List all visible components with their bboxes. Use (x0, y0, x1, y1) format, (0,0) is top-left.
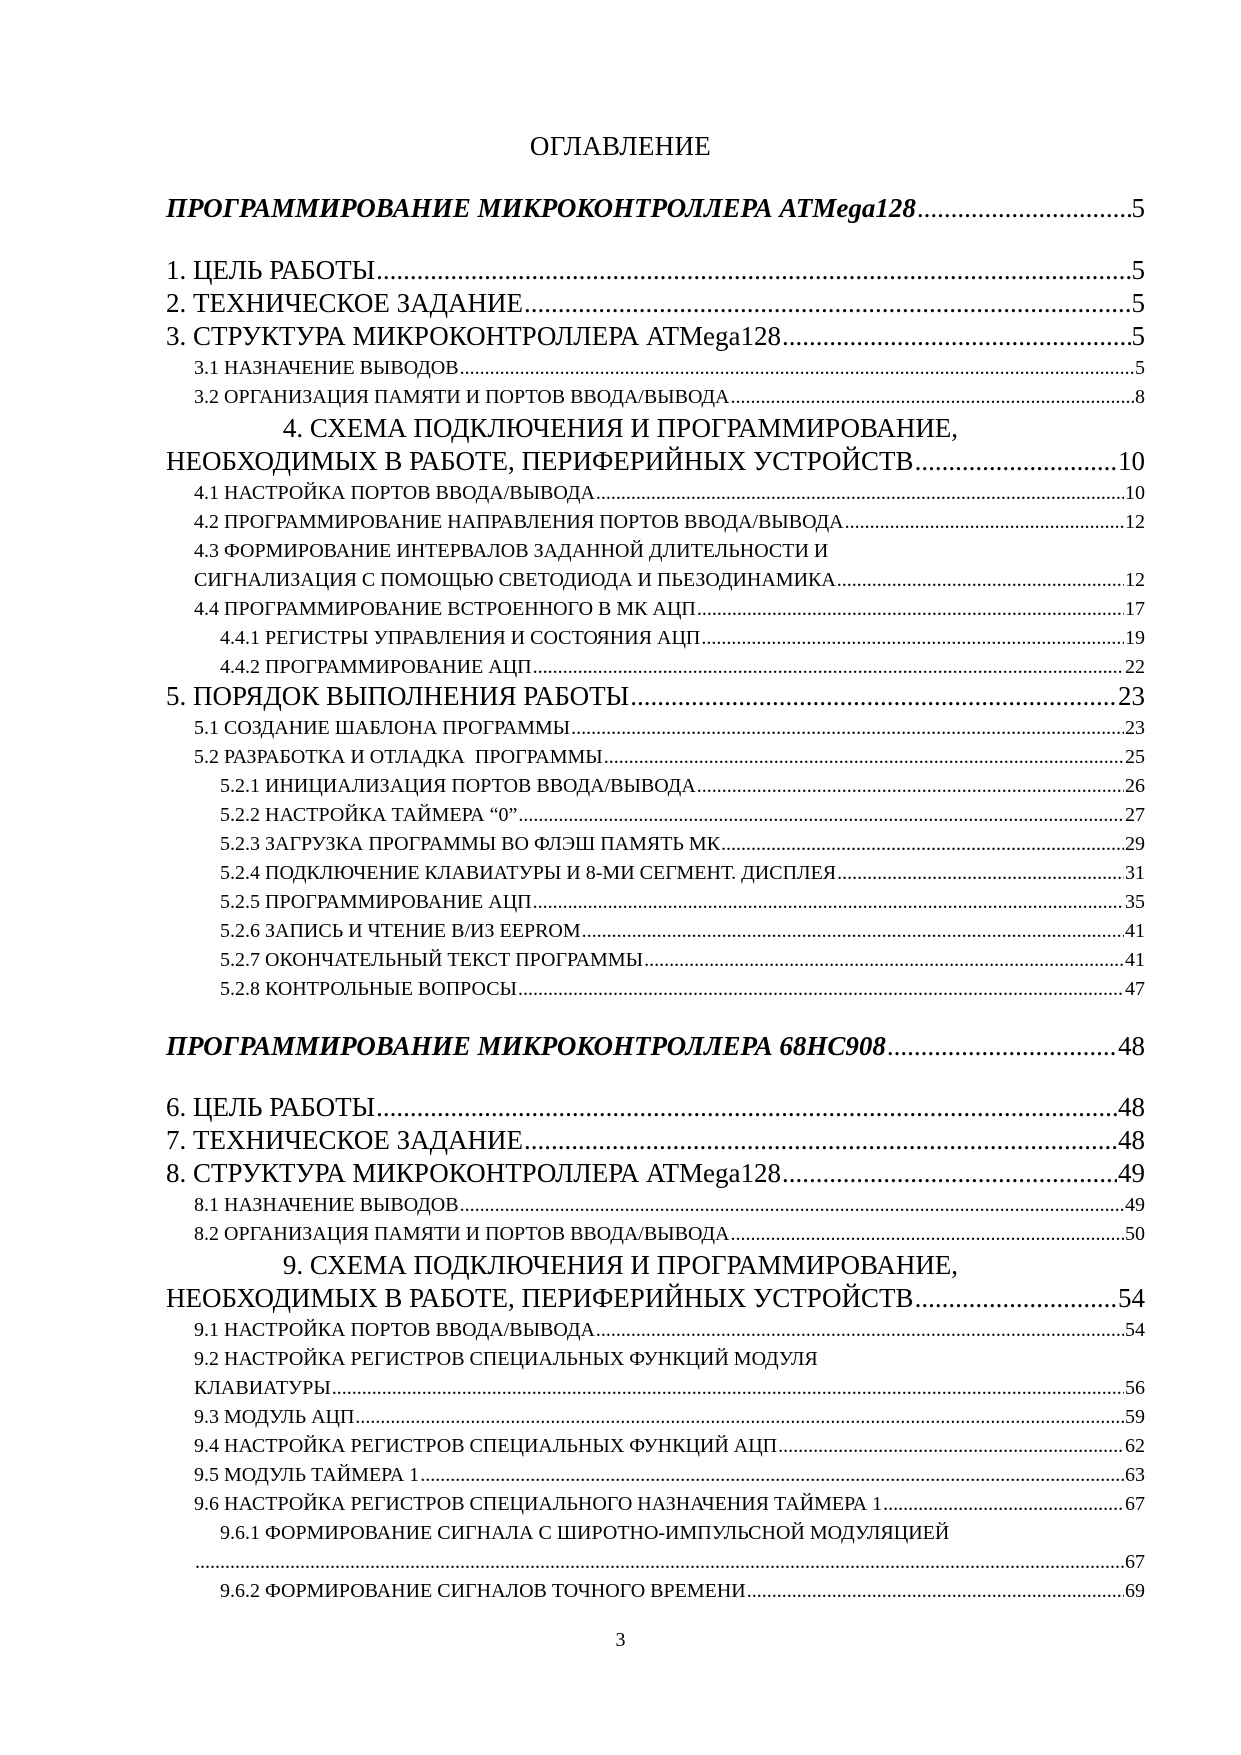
toc-entry-8[interactable] (166, 1158, 1145, 1188)
toc-leader (195, 1550, 1124, 1574)
toc-entry-6[interactable] (166, 1092, 1145, 1122)
toc-page-number: 35 (1125, 891, 1145, 913)
toc-entry-text: 9.1 НАСТРОЙКА ПОРТОВ ВВОДА/ВЫВОДА (194, 1319, 595, 1341)
toc-page-number: 12 (1125, 511, 1145, 533)
toc-entry-part-atmega128[interactable] (166, 193, 1145, 223)
toc-page-number: 5 (1135, 357, 1145, 379)
toc-entry-text: 4.2 ПРОГРАММИРОВАНИЕ НАПРАВЛЕНИЯ ПОРТОВ ВВОДА/ВЫВОДА (194, 511, 844, 533)
toc-page-number: 49 (1125, 1194, 1145, 1216)
toc-entry-4-line1[interactable]: 4. СХЕМА ПОДКЛЮЧЕНИЯ И ПРОГРАММИРОВАНИЕ, (282, 413, 959, 443)
toc-entry-9-2[interactable] (194, 1376, 1145, 1400)
toc-entry-1[interactable] (166, 255, 1145, 285)
toc-page-number: 41 (1125, 920, 1145, 942)
toc-leader (782, 1158, 1117, 1188)
toc-page-number: 49 (1118, 1158, 1145, 1188)
toc-leader (460, 1193, 1124, 1217)
toc-entry-text: 5.2.4 ПОДКЛЮЧЕНИЕ КЛАВИАТУРЫ И 8-МИ СЕГМЕНТ. ДИСПЛЕЯ (220, 862, 837, 884)
toc-entry-text: 9.6 НАСТРОЙКА РЕГИСТРОВ СПЕЦИАЛЬНОГО НАЗНАЧЕНИЯ ТАЙМЕРА 1 (194, 1493, 883, 1515)
toc-entry-text: 9.4 НАСТРОЙКА РЕГИСТРОВ СПЕЦИАЛЬНЫХ ФУНКЦИЙ АЦП (194, 1435, 778, 1457)
toc-entry-9-6[interactable] (194, 1492, 1145, 1516)
toc-entry-5-2-5[interactable] (220, 890, 1145, 914)
toc-leader (837, 861, 1124, 885)
toc-entry-text: 5.2.6 ЗАПИСЬ И ЧТЕНИЕ В/ИЗ EEPROM (220, 920, 581, 942)
toc-leader (518, 803, 1124, 827)
toc-entry-text: 5.2.8 КОНТРОЛЬНЫЕ ВОПРОСЫ (220, 978, 517, 1000)
toc-entry-text: 3.2 ОРГАНИЗАЦИЯ ПАМЯТИ И ПОРТОВ ВВОДА/ВЫВОДА (194, 386, 730, 408)
toc-entry-text: 5.2.5 ПРОГРАММИРОВАНИЕ АЦП (220, 891, 532, 913)
toc-page-number: 26 (1125, 775, 1145, 797)
toc-page-number: 29 (1125, 833, 1145, 855)
toc-entry-9-line1[interactable]: 9. СХЕМА ПОДКЛЮЧЕНИЯ И ПРОГРАММИРОВАНИЕ, (282, 1250, 959, 1280)
toc-entry-9[interactable] (166, 1283, 1145, 1313)
toc-page-number: 23 (1125, 717, 1145, 739)
toc-entry-text: 9.3 МОДУЛЬ АЦП (194, 1406, 355, 1428)
toc-page-number: 48 (1118, 1125, 1145, 1155)
toc-leader (782, 321, 1131, 351)
toc-entry-9-1[interactable] (194, 1318, 1145, 1342)
toc-entry-9-3[interactable] (194, 1405, 1145, 1429)
toc-title: ОГЛАВЛЕНИЕ (529, 131, 712, 161)
toc-leader (630, 681, 1117, 711)
toc-leader (697, 597, 1124, 621)
toc-entry-5-2-3[interactable] (220, 832, 1145, 856)
toc-entry-8-1[interactable] (194, 1193, 1145, 1217)
toc-leader (731, 385, 1135, 409)
toc-entry-text: 4.1 НАСТРОЙКА ПОРТОВ ВВОДА/ВЫВОДА (194, 482, 595, 504)
toc-entry-text: КЛАВИАТУРЫ (194, 1377, 331, 1399)
toc-leader (524, 1125, 1117, 1155)
toc-leader (533, 890, 1124, 914)
toc-leader (582, 919, 1124, 943)
toc-entry-2[interactable] (166, 288, 1145, 318)
toc-page-number: 56 (1125, 1377, 1145, 1399)
toc-leader (697, 774, 1124, 798)
toc-page-number: 67 (1125, 1551, 1145, 1573)
toc-entry-text: 5.2.2 НАСТРОЙКА ТАЙМЕРА “0” (220, 804, 518, 826)
toc-entry-9-2-line1[interactable]: 9.2 НАСТРОЙКА РЕГИСТРОВ СПЕЦИАЛЬНЫХ ФУНКЦИЙ МОДУЛЯ (194, 1348, 818, 1370)
toc-page-number: 23 (1118, 681, 1145, 711)
toc-page-number: 47 (1125, 978, 1145, 1000)
toc-page-number: 67 (1125, 1493, 1145, 1515)
toc-leader (460, 356, 1134, 380)
toc-leader (571, 716, 1124, 740)
toc-page-number: 17 (1125, 598, 1145, 620)
toc-leader (355, 1405, 1124, 1429)
toc-entry-text: 8. СТРУКТУРА МИКРОКОНТРОЛЛЕРА ATMega128 (166, 1158, 781, 1188)
toc-leader (845, 510, 1124, 534)
toc-page-number: 5 (1131, 321, 1145, 351)
toc-page-number: 63 (1125, 1464, 1145, 1486)
toc-entry-text: 8.2 ОРГАНИЗАЦИЯ ПАМЯТИ И ПОРТОВ ВВОДА/ВЫВОДА (194, 1223, 730, 1245)
toc-entry-5-2-4[interactable] (220, 861, 1145, 885)
toc-page-number: 48 (1118, 1031, 1145, 1061)
toc-entry-text: 5.2.1 ИНИЦИАЛИЗАЦИЯ ПОРТОВ ВВОДА/ВЫВОДА (220, 775, 696, 797)
toc-entry-8-2[interactable] (194, 1222, 1145, 1246)
toc-entry-3[interactable] (166, 321, 1145, 351)
toc-leader (731, 1222, 1125, 1246)
toc-page-number: 31 (1125, 862, 1145, 884)
toc-entry-4-4[interactable] (194, 597, 1145, 621)
toc-entry-5-2-8[interactable] (220, 977, 1145, 1001)
toc-entry-text: 9.6.2 ФОРМИРОВАНИЕ СИГНАЛОВ ТОЧНОГО ВРЕМЕНИ (220, 1580, 746, 1602)
toc-page-number: 5 (1131, 288, 1145, 318)
toc-entry-text: ПРОГРАММИРОВАНИЕ МИКРОКОНТРОЛЛЕРА 68HC908 (166, 1031, 886, 1061)
toc-leader (376, 1092, 1117, 1122)
toc-page-number: 25 (1125, 746, 1145, 768)
toc-entry-text: 5.2.3 ЗАГРУЗКА ПРОГРАММЫ ВО ФЛЭШ ПАМЯТЬ МК (220, 833, 721, 855)
page-number: 3 (615, 1629, 626, 1651)
toc-entry-text: 1. ЦЕЛЬ РАБОТЫ (166, 255, 376, 285)
toc-leader (917, 193, 1131, 223)
toc-entry-text: ПРОГРАММИРОВАНИЕ МИКРОКОНТРОЛЛЕРА ATMega128 (166, 193, 916, 223)
toc-entry-5-2-2[interactable] (220, 803, 1145, 827)
toc-leader (518, 977, 1124, 1001)
toc-entry-text: 7. ТЕХНИЧЕСКОЕ ЗАДАНИЕ (166, 1125, 524, 1155)
toc-entry-text: СИГНАЛИЗАЦИЯ С ПОМОЩЬЮ СВЕТОДИОДА И ПЬЕЗОДИНАМИКА (194, 569, 836, 591)
toc-leader (524, 288, 1130, 318)
toc-entry-text: 3.1 НАЗНАЧЕНИЕ ВЫВОДОВ (194, 357, 459, 379)
toc-page-number: 10 (1118, 446, 1145, 476)
toc-leader (596, 481, 1124, 505)
toc-entry-4-1[interactable] (194, 481, 1145, 505)
toc-entry-5-2-7[interactable] (220, 948, 1145, 972)
toc-entry-text: 5.1 СОЗДАНИЕ ШАБЛОНА ПРОГРАММЫ (194, 717, 571, 739)
toc-leader (887, 1031, 1117, 1061)
toc-entry-4-3[interactable] (194, 568, 1145, 592)
toc-page-number: 5 (1131, 193, 1145, 223)
toc-page-number: 54 (1125, 1319, 1145, 1341)
toc-entry-text: 4.4 ПРОГРАММИРОВАНИЕ ВСТРОЕННОГО В МК АЦП (194, 598, 696, 620)
toc-entry-5-2-6[interactable] (220, 919, 1145, 943)
toc-entry-text: 5.2 РАЗРАБОТКА И ОТЛАДКА ПРОГРАММЫ (194, 746, 603, 768)
toc-entry-4[interactable] (166, 446, 1145, 476)
toc-leader (604, 745, 1124, 769)
toc-page-number: 5 (1131, 255, 1145, 285)
toc-page-number: 41 (1125, 949, 1145, 971)
toc-entry-text: 2. ТЕХНИЧЕСКОЕ ЗАДАНИЕ (166, 288, 524, 318)
toc-entry-text: 5. ПОРЯДОК ВЫПОЛНЕНИЯ РАБОТЫ (166, 681, 630, 711)
toc-leader (883, 1492, 1124, 1516)
toc-page-number: 59 (1125, 1406, 1145, 1428)
toc-entry-text: НЕОБХОДИМЫХ В РАБОТЕ, ПЕРИФЕРИЙНЫХ УСТРОЙСТВ (166, 1283, 914, 1313)
toc-entry-5-1[interactable] (194, 716, 1145, 740)
toc-entry-text: НЕОБХОДИМЫХ В РАБОТЕ, ПЕРИФЕРИЙНЫХ УСТРОЙСТВ (166, 446, 914, 476)
toc-entry-4-4-1[interactable] (220, 626, 1145, 650)
toc-entry-3-1[interactable] (194, 356, 1145, 380)
toc-page-number: 50 (1125, 1223, 1145, 1245)
toc-entry-part-68hc908[interactable] (166, 1031, 1145, 1061)
toc-entry-text: 8.1 НАЗНАЧЕНИЕ ВЫВОДОВ (194, 1194, 459, 1216)
toc-leader (915, 1283, 1117, 1313)
toc-page-number: 69 (1125, 1580, 1145, 1602)
toc-page-number: 19 (1125, 627, 1145, 649)
toc-entry-text: 5.2.7 ОКОНЧАТЕЛЬНЫЙ ТЕКСТ ПРОГРАММЫ (220, 949, 644, 971)
toc-leader (332, 1376, 1124, 1400)
toc-entry-9-6-2[interactable] (220, 1579, 1145, 1603)
toc-leader (721, 832, 1124, 856)
toc-entry-5-2-1[interactable] (220, 774, 1145, 798)
toc-entry-3-2[interactable] (194, 385, 1145, 409)
toc-entry-9-6-1[interactable] (194, 1550, 1145, 1574)
toc-leader (778, 1434, 1124, 1458)
toc-entry-text: 4.4.2 ПРОГРАММИРОВАНИЕ АЦП (220, 656, 532, 678)
toc-entry-9-5[interactable] (194, 1463, 1145, 1487)
toc-leader (376, 255, 1130, 285)
toc-page-number: 62 (1125, 1435, 1145, 1457)
toc-leader (837, 568, 1124, 592)
toc-leader (420, 1463, 1124, 1487)
toc-entry-4-2[interactable] (194, 510, 1145, 534)
toc-entry-text: 9.5 МОДУЛЬ ТАЙМЕРА 1 (194, 1464, 420, 1486)
toc-entry-4-3-line1[interactable]: 4.3 ФОРМИРОВАНИЕ ИНТЕРВАЛОВ ЗАДАННОЙ ДЛИТЕЛЬНОСТИ И (194, 540, 829, 562)
toc-page-number: 8 (1135, 386, 1145, 408)
toc-leader (915, 446, 1117, 476)
toc-entry-9-6-1-line1[interactable]: 9.6.1 ФОРМИРОВАНИЕ СИГНАЛА С ШИРОТНО-ИМПУЛЬСНОЙ МОДУЛЯЦИЕЙ (220, 1522, 950, 1544)
toc-page-number: 22 (1125, 656, 1145, 678)
toc-leader (596, 1318, 1124, 1342)
toc-leader (747, 1579, 1124, 1603)
toc-page-number: 12 (1125, 569, 1145, 591)
toc-entry-text: 6. ЦЕЛЬ РАБОТЫ (166, 1092, 376, 1122)
toc-page-number: 10 (1125, 482, 1145, 504)
toc-leader (533, 655, 1124, 679)
toc-page-number: 48 (1118, 1092, 1145, 1122)
toc-entry-5-2[interactable] (194, 745, 1145, 769)
toc-page-number: 54 (1118, 1283, 1145, 1313)
toc-leader (644, 948, 1124, 972)
toc-entry-7[interactable] (166, 1125, 1145, 1155)
toc-leader (701, 626, 1124, 650)
toc-entry-text: 3. СТРУКТУРА МИКРОКОНТРОЛЛЕРА ATMega128 (166, 321, 781, 351)
toc-page-number: 27 (1125, 804, 1145, 826)
toc-entry-text: 4.4.1 РЕГИСТРЫ УПРАВЛЕНИЯ И СОСТОЯНИЯ АЦП (220, 627, 701, 649)
toc-entry-4-4-2[interactable] (220, 655, 1145, 679)
toc-entry-9-4[interactable] (194, 1434, 1145, 1458)
toc-entry-5[interactable] (166, 681, 1145, 711)
